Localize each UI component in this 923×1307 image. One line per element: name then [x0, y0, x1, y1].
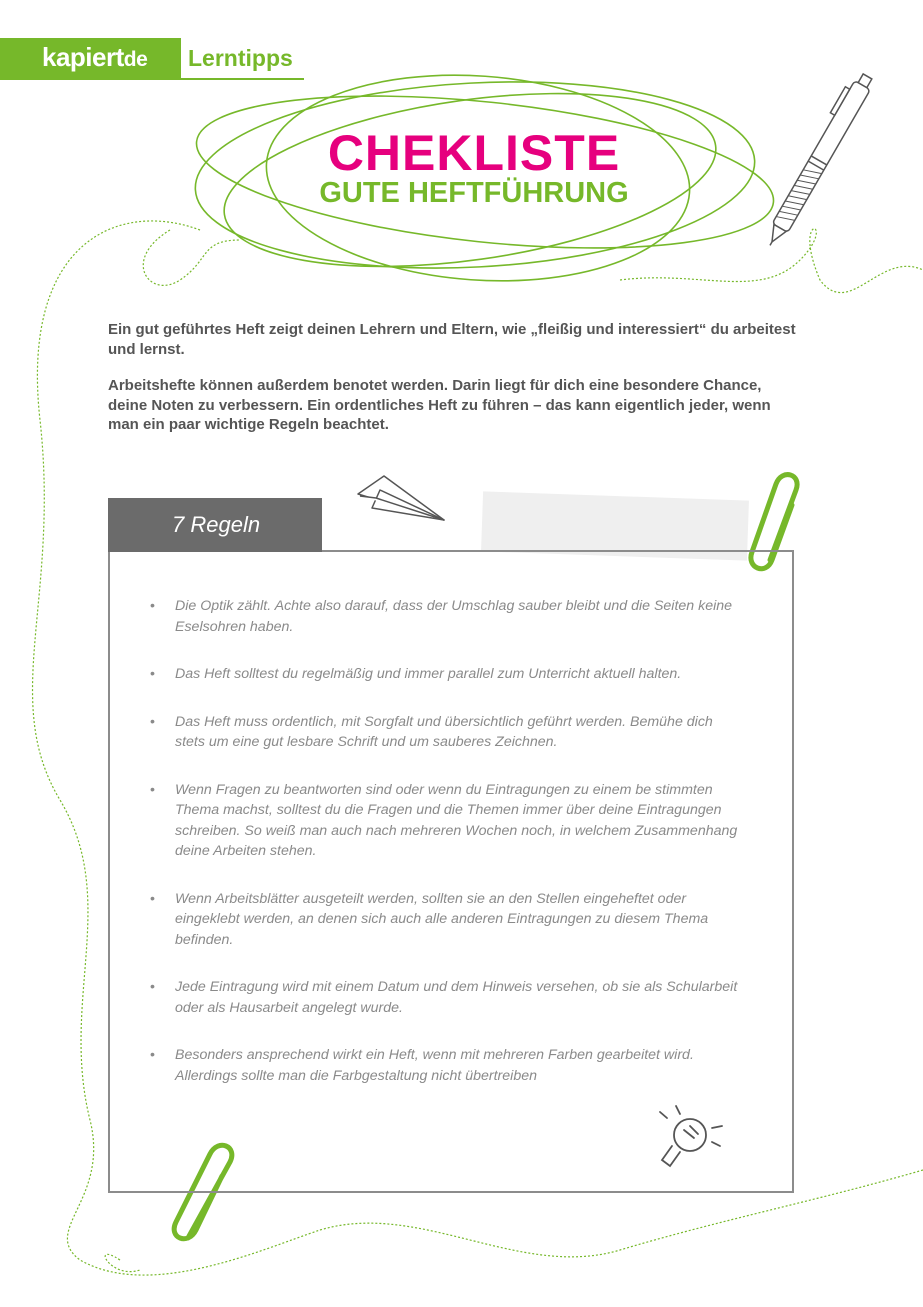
intro-paragraph-1: Ein gut geführtes Heft zeigt deinen Lehrern und Eltern, wie „fleißig und interessiert“ du arbeitest und lernst.: [108, 321, 796, 358]
rule-item-1: [150, 596, 740, 637]
rules-card-title: 7 Regeln: [172, 512, 261, 537]
bullet-icon: •: [150, 1047, 155, 1063]
bullet-icon: •: [150, 666, 155, 682]
rule-item-6: [150, 977, 740, 1018]
bullet-icon: •: [150, 781, 155, 798]
rule-item-4: [150, 780, 740, 862]
rule-item-2: [150, 664, 740, 685]
rule-text: Die Optik zählt. Achte also darauf, dass der Umschlag sauber bleibt und die Seiten keine Eselsohren haben.: [175, 598, 733, 635]
bullet-icon: •: [150, 890, 155, 907]
brand-logo[interactable]: [42, 42, 147, 73]
brand-logo-main: kapiert: [42, 42, 124, 72]
rule-text: Wenn Fragen zu beantworten sind oder wenn du Eintragungen zu einem be stimmten Thema machst, solltest du die Fragen und die Themen immer über deine Eintragungen schreiben. So weiß man auch nach mehreren Wochen noch, in welchem Zusammenhang deine Arbeiten stehen.: [175, 781, 738, 859]
rules-list: [150, 596, 740, 1113]
page-title: CHEKLISTE: [327, 125, 621, 181]
rule-item-7: [150, 1045, 740, 1086]
intro-paragraph-2: Arbeitshefte können außerdem benotet werden. Darin liegt für dich eine besondere Chance, deine Noten zu verbessern. Ein ordentliches Heft zu führen – das kann eigentlich jeder, wenn man ein paar wichtige Regeln beachtet.: [108, 377, 771, 433]
bullet-icon: •: [150, 598, 155, 614]
rule-text: Das Heft muss ordentlich, mit Sorgfalt und übersichtlich geführt werden. Bemühe dich stets um eine gut lesbare Schrift und um sauberes Zeichnen.: [175, 713, 713, 750]
brand-logo-suffix: de: [123, 48, 148, 71]
rule-item-5: [150, 889, 740, 951]
rule-text: Besonders ansprechend wirkt ein Heft, wenn mit mehreren Farben gearbeitet wird. Allerdings sollte man die Farbgestaltung nicht übertreiben: [175, 1047, 694, 1084]
pen-icon: [758, 69, 875, 249]
brand-section-label: Lerntipps: [188, 45, 293, 71]
rule-text: Jede Eintragung wird mit einem Datum und dem Hinweis versehen, ob sie als Schularbeit oder als Hausarbeit angelegt wurde.: [175, 979, 738, 1016]
bullet-icon: •: [150, 713, 155, 730]
paper-plane-icon: [358, 476, 444, 520]
rule-text: Das Heft solltest du regelmäßig und immer parallel zum Unterricht aktuell halten.: [175, 666, 682, 682]
bullet-icon: •: [150, 979, 155, 995]
page-subtitle: GUTE HEFTFÜHRUNG: [319, 177, 629, 209]
rule-item-3: [150, 712, 740, 753]
brand-underline: [181, 78, 304, 80]
rule-text: Wenn Arbeitsblätter ausgeteilt werden, sollten sie an den Stellen eingeheftet oder eingeklebt werden, an denen sich auch alle anderen Eintragungen zu diesem Thema befinden.: [175, 890, 709, 948]
